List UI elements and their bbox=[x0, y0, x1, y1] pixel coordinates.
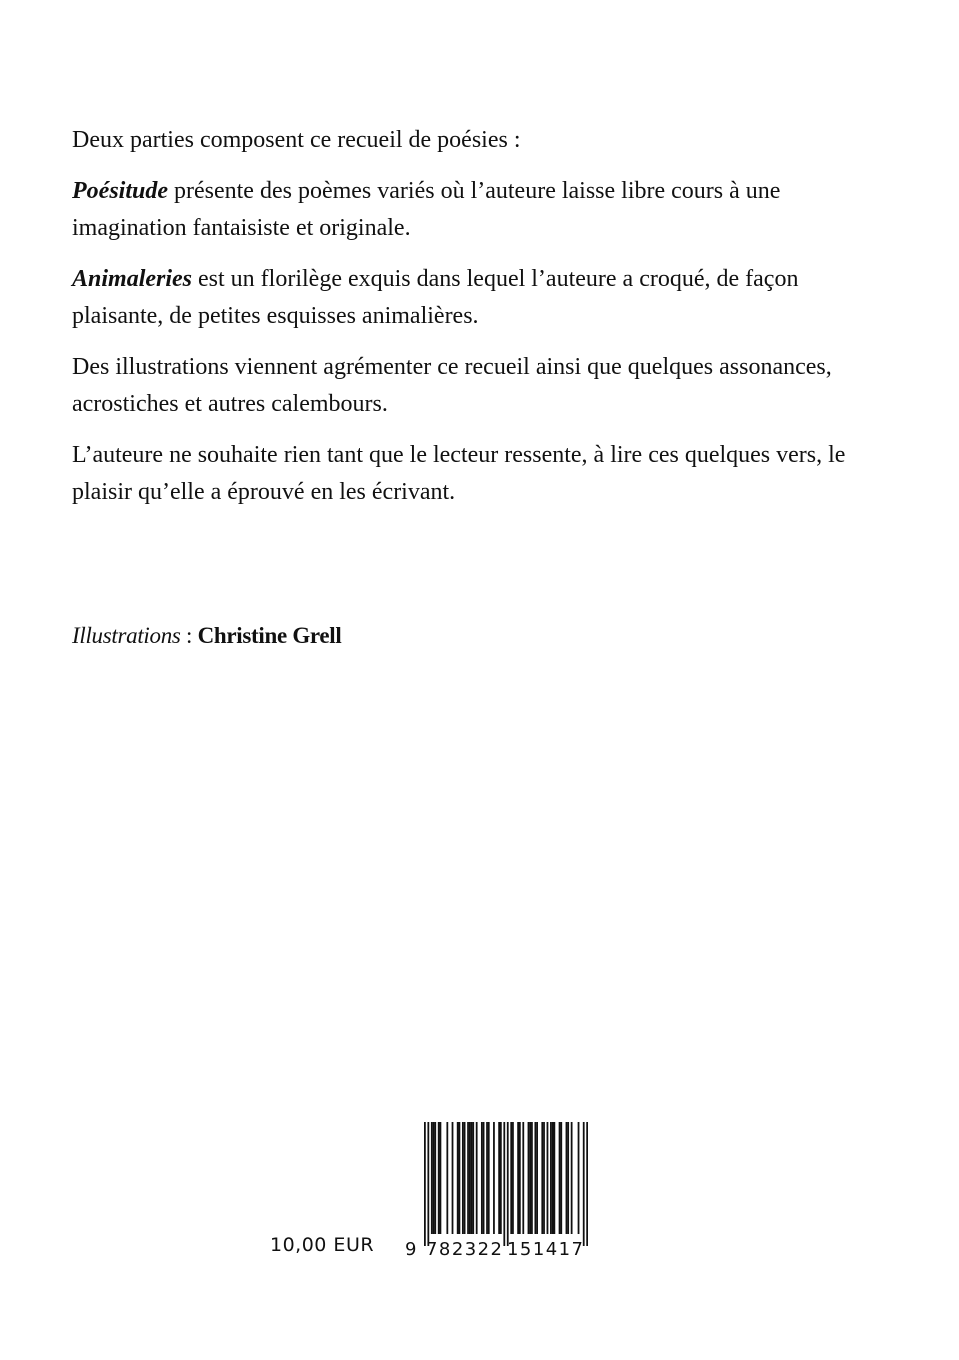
barcode-bar bbox=[452, 1122, 454, 1234]
barcode-bar bbox=[510, 1122, 512, 1234]
barcode-bar bbox=[486, 1122, 488, 1234]
barcode-guard-bar bbox=[583, 1122, 585, 1246]
barcode-bar bbox=[560, 1122, 562, 1234]
credit-separator: : bbox=[180, 623, 198, 648]
barcode-guard-bar bbox=[586, 1122, 588, 1246]
barcode-bar bbox=[472, 1122, 474, 1234]
barcode-bar bbox=[481, 1122, 483, 1234]
credit-name: Christine Grell bbox=[197, 623, 342, 648]
barcode-bar bbox=[493, 1122, 495, 1234]
barcode-guard-bar bbox=[424, 1122, 426, 1246]
back-cover-blurb bbox=[72, 122, 862, 525]
barcode-bar bbox=[457, 1122, 459, 1234]
barcode-bar bbox=[553, 1122, 555, 1234]
barcode-bar bbox=[467, 1122, 469, 1234]
barcode-bar bbox=[567, 1122, 569, 1234]
barcode-guard-bar bbox=[427, 1122, 429, 1246]
isbn-barcode bbox=[404, 1120, 588, 1262]
barcode-left-digits: 782322 bbox=[426, 1239, 502, 1260]
barcode-bar bbox=[534, 1122, 536, 1234]
barcode-bar bbox=[517, 1122, 519, 1234]
barcode-bar bbox=[459, 1122, 461, 1234]
barcode-bar bbox=[541, 1122, 543, 1234]
barcode-bar bbox=[512, 1122, 514, 1234]
barcode-bar bbox=[434, 1122, 436, 1234]
blurb-wish: L’auteure ne souhaite rien tant que le lecteur ressente, à lire ces quelques vers, le plaisir qu’elle a éprouvé en les écrivant. bbox=[72, 442, 846, 505]
barcode-bar bbox=[529, 1122, 531, 1234]
barcode-bar bbox=[498, 1122, 500, 1234]
poesitude-description: présente des poèmes variés où l’auteure laisse libre cours à une imagination fantaisiste et originale. bbox=[72, 178, 781, 241]
barcode-bar bbox=[536, 1122, 538, 1234]
barcode-guard-bar bbox=[503, 1122, 505, 1246]
barcode-bar bbox=[469, 1122, 471, 1234]
barcode-first-digit: 9 bbox=[405, 1239, 417, 1260]
barcode-bar bbox=[571, 1122, 573, 1234]
barcode-bar bbox=[438, 1122, 440, 1234]
price-label: 10,00 EUR bbox=[270, 1234, 375, 1256]
barcode-bar bbox=[543, 1122, 545, 1234]
barcode-guard-bar bbox=[507, 1122, 509, 1246]
barcode-bar bbox=[559, 1122, 561, 1234]
barcode-bar bbox=[528, 1122, 530, 1234]
barcode-bar bbox=[550, 1122, 552, 1234]
barcode-bar bbox=[566, 1122, 568, 1234]
barcode-bar bbox=[531, 1122, 533, 1234]
barcode-bar bbox=[431, 1122, 433, 1234]
blurb-illustrations: Des illustrations viennent agrémenter ce recueil ainsi que quelques assonances, acrostiches et autres calembours. bbox=[72, 354, 832, 417]
barcode-bar bbox=[578, 1122, 580, 1234]
barcode-bar bbox=[446, 1122, 448, 1234]
barcode-bar bbox=[522, 1122, 524, 1234]
barcode-bar bbox=[547, 1122, 549, 1234]
barcode-bar bbox=[552, 1122, 554, 1234]
barcode-graphic bbox=[404, 1120, 588, 1262]
illustrations-credit bbox=[72, 620, 342, 652]
barcode-bar bbox=[462, 1122, 464, 1234]
barcode-bar bbox=[476, 1122, 478, 1234]
barcode-bar bbox=[500, 1122, 502, 1234]
animaleries-title: Animaleries bbox=[72, 266, 193, 292]
blurb-intro: Deux parties composent ce recueil de poésies : bbox=[72, 127, 521, 153]
poesitude-title: Poésitude bbox=[72, 178, 168, 204]
barcode-right-digits: 151417 bbox=[507, 1239, 583, 1260]
barcode-bar bbox=[464, 1122, 466, 1234]
barcode-bar bbox=[519, 1122, 521, 1234]
barcode-bars bbox=[424, 1122, 588, 1246]
blurb-poesitude bbox=[72, 173, 862, 247]
blurb-animaleries bbox=[72, 261, 862, 335]
barcode-bar bbox=[488, 1122, 490, 1234]
animaleries-description: est un florilège exquis dans lequel l’auteure a croqué, de façon plaisante, de petites esquisses animalières. bbox=[72, 266, 799, 329]
barcode-bar bbox=[471, 1122, 473, 1234]
barcode-bar bbox=[440, 1122, 442, 1234]
credit-role: Illustrations bbox=[72, 623, 181, 648]
barcode-bar bbox=[483, 1122, 485, 1234]
barcode-bar bbox=[433, 1122, 435, 1234]
